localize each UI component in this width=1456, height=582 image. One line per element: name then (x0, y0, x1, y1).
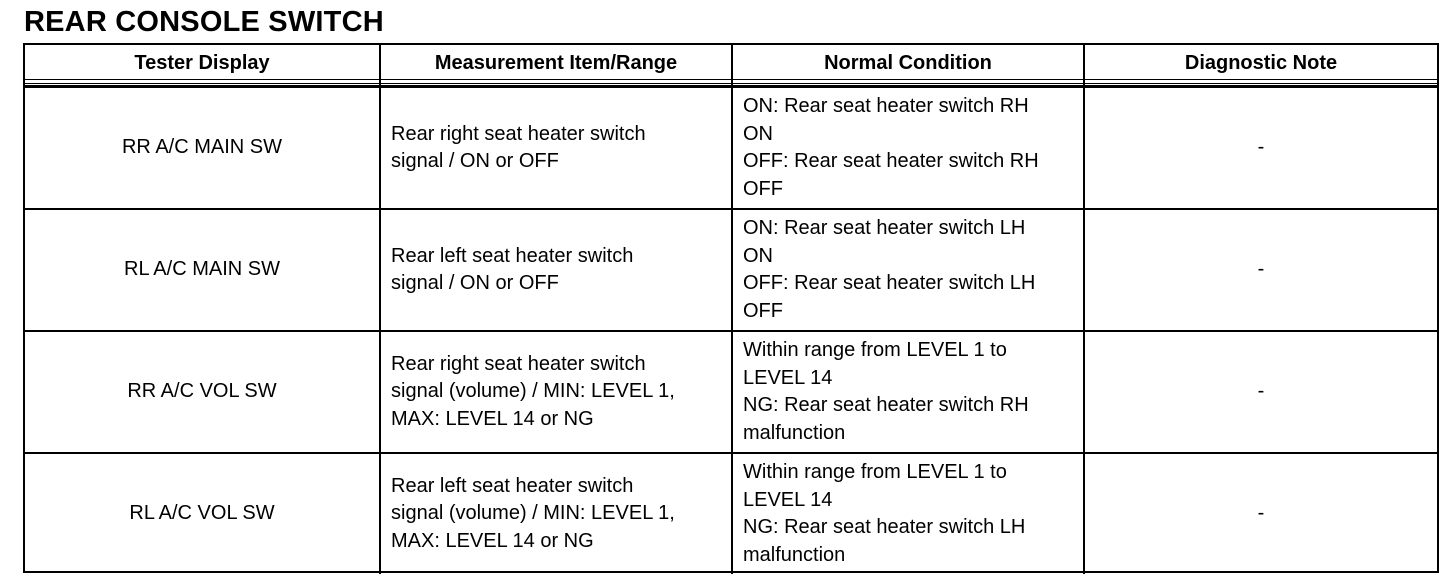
column-header-tester-display: Tester Display (25, 45, 380, 87)
measurement-line: Rear right seat heater switch (391, 352, 646, 375)
condition-line: ON: Rear seat heater switch RH (743, 95, 1029, 117)
condition-line: OFF (743, 177, 783, 200)
column-header-normal-condition: Normal Condition (732, 45, 1084, 87)
condition-cell (732, 209, 1084, 331)
table-row (25, 209, 1437, 331)
condition-line: ON (743, 244, 773, 267)
diagnostic-note-cell: - (1084, 453, 1437, 574)
condition-line: malfunction (743, 421, 846, 444)
condition-line: malfunction (743, 543, 846, 566)
measurement-line: signal (volume) / MIN: LEVEL 1, (391, 380, 675, 403)
condition-line: LEVEL 14 (743, 366, 833, 389)
column-header-measurement-item: Measurement Item/Range (380, 45, 732, 87)
condition-line: OFF: Rear seat heater switch LH (743, 272, 1036, 294)
measurement-line: signal (volume) / MIN: LEVEL 1, (391, 502, 675, 525)
table-row (25, 453, 1437, 574)
tester-display-cell: RL A/C VOL SW (25, 453, 380, 574)
table-row (25, 331, 1437, 453)
diagnostic-note-cell: - (1084, 209, 1437, 331)
condition-line: LEVEL 14 (743, 488, 833, 511)
table-row (25, 87, 1437, 210)
measurement-cell (380, 87, 732, 210)
measurement-line: Rear left seat heater switch (391, 244, 634, 267)
measurement-line: MAX: LEVEL 14 or NG (391, 529, 594, 552)
diagnostic-note-cell: - (1084, 331, 1437, 453)
condition-line: OFF (743, 299, 783, 322)
column-header-diagnostic-note: Diagnostic Note (1084, 45, 1437, 87)
measurement-line: signal / ON or OFF (391, 272, 559, 294)
measurement-line: signal / ON or OFF (391, 150, 559, 172)
tester-display-cell: RR A/C VOL SW (25, 331, 380, 453)
measurement-line: Rear right seat heater switch (391, 122, 646, 145)
diagnostic-note-cell: - (1084, 87, 1437, 210)
condition-line: ON: Rear seat heater switch LH (743, 217, 1026, 239)
page-title: REAR CONSOLE SWITCH (24, 6, 384, 38)
condition-line: OFF: Rear seat heater switch RH (743, 150, 1039, 172)
data-table (23, 43, 1439, 573)
measurement-line: MAX: LEVEL 14 or NG (391, 407, 594, 430)
measurement-line: Rear left seat heater switch (391, 474, 634, 497)
condition-line: Within range from LEVEL 1 to (743, 339, 1007, 361)
measurement-cell (380, 453, 732, 574)
condition-line: ON (743, 122, 773, 145)
condition-cell (732, 331, 1084, 453)
condition-line: NG: Rear seat heater switch RH (743, 394, 1029, 416)
condition-line: NG: Rear seat heater switch LH (743, 516, 1026, 538)
tester-display-cell: RR A/C MAIN SW (25, 87, 380, 210)
measurement-cell (380, 209, 732, 331)
measurement-cell (380, 331, 732, 453)
condition-line: Within range from LEVEL 1 to (743, 461, 1007, 483)
condition-cell (732, 453, 1084, 574)
condition-cell (732, 87, 1084, 210)
tester-display-cell: RL A/C MAIN SW (25, 209, 380, 331)
table-header-row (25, 45, 1437, 87)
